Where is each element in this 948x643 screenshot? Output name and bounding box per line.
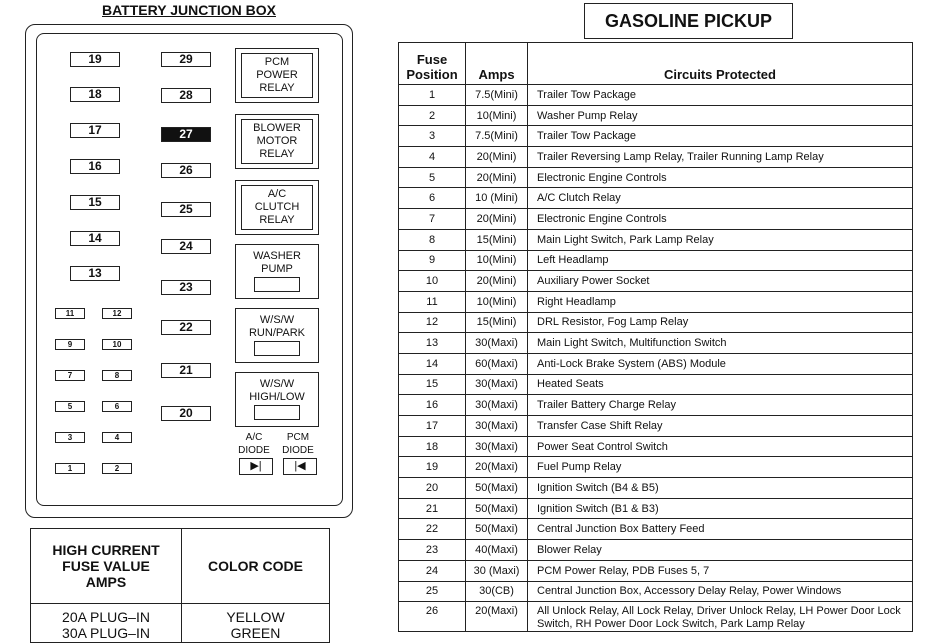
fuse-21: 21 [161, 363, 211, 378]
fuse-amps: 30(Maxi) [466, 416, 528, 437]
circuits-protected: Central Junction Box Battery Feed [528, 519, 913, 540]
fuse-amps: 30(Maxi) [466, 395, 528, 416]
circuits-protected: Power Seat Control Switch [528, 436, 913, 457]
fuse-amps: 10 (Mini) [466, 188, 528, 209]
circuits-protected: Central Junction Box, Accessory Delay Relay, Power Windows [528, 581, 913, 602]
table-row [399, 209, 913, 230]
col-header-color-code: COLOR CODE [182, 529, 330, 604]
fuse-position: 9 [399, 250, 466, 271]
fuse-position: 2 [399, 105, 466, 126]
table-row [399, 519, 913, 540]
fuse-position: 12 [399, 312, 466, 333]
table-row [399, 353, 913, 374]
gasoline-pickup-title: GASOLINE PICKUP [584, 3, 793, 39]
circuits-protected: Washer Pump Relay [528, 105, 913, 126]
circuits-protected: Electronic Engine Controls [528, 209, 913, 230]
fuse-amps: 15(Mini) [466, 229, 528, 250]
relay [235, 180, 319, 235]
table-row [399, 147, 913, 168]
mini-fuse: 10 [102, 339, 132, 350]
circuits-protected: Transfer Case Shift Relay [528, 416, 913, 437]
fuse-position: 24 [399, 560, 466, 581]
fuse-position: 15 [399, 374, 466, 395]
relay-slot [254, 341, 300, 356]
fuse-amps: 40(Maxi) [466, 540, 528, 561]
circuits-protected: Left Headlamp [528, 250, 913, 271]
fuse-20: 20 [161, 406, 211, 421]
circuits-protected: Ignition Switch (B1 & B3) [528, 498, 913, 519]
ac-diode-label: A/C DIODE [238, 432, 270, 456]
fuse-position: 22 [399, 519, 466, 540]
fuse-amps: 15(Mini) [466, 312, 528, 333]
mini-fuse: 12 [102, 308, 132, 319]
fuse-17: 17 [70, 123, 120, 138]
diode-icon: ▶| [239, 458, 273, 475]
circuits-protected: Right Headlamp [528, 291, 913, 312]
fuse-24: 24 [161, 239, 211, 254]
circuits-protected: Electronic Engine Controls [528, 167, 913, 188]
battery-junction-box-title: BATTERY JUNCTION BOX [102, 2, 276, 18]
fuse-15: 15 [70, 195, 120, 210]
table-row [399, 312, 913, 333]
pcm-diode-label: PCM DIODE [282, 432, 314, 456]
circuits-protected: Anti-Lock Brake System (ABS) Module [528, 353, 913, 374]
table-row [399, 498, 913, 519]
mini-fuse: 2 [102, 463, 132, 474]
col-header-fuse-value: HIGH CURRENT FUSE VALUE AMPS [31, 529, 182, 604]
fuse-23: 23 [161, 280, 211, 295]
fuse-amps: 30(Maxi) [466, 333, 528, 354]
fuse-position: 19 [399, 457, 466, 478]
fuse-position: 16 [399, 395, 466, 416]
circuits-protected: Fuel Pump Relay [528, 457, 913, 478]
table-row [399, 560, 913, 581]
circuits-protected: Heated Seats [528, 374, 913, 395]
table-row [399, 126, 913, 147]
fuse-amps: 7.5(Mini) [466, 85, 528, 106]
relay [235, 244, 319, 299]
mini-fuse: 6 [102, 401, 132, 412]
relay-slot [254, 405, 300, 420]
table-row [399, 602, 913, 632]
table-row [399, 457, 913, 478]
circuits-protected: Auxiliary Power Socket [528, 271, 913, 292]
fuse-amps: 50(Maxi) [466, 478, 528, 499]
relay-label: W/S/W RUN/PARK [248, 314, 306, 339]
fuse-value-cell: 20A PLUG–IN 30A PLUG–IN [31, 604, 182, 643]
circuits-protected: A/C Clutch Relay [528, 188, 913, 209]
circuits-protected: Trailer Tow Package [528, 126, 913, 147]
fuse-14: 14 [70, 231, 120, 246]
fuse-amps: 7.5(Mini) [466, 126, 528, 147]
table-row [399, 229, 913, 250]
fuse-position: 10 [399, 271, 466, 292]
relay [235, 372, 319, 427]
table-row [399, 416, 913, 437]
circuits-protected: Trailer Reversing Lamp Relay, Trailer Running Lamp Relay [528, 147, 913, 168]
circuits-protected: Trailer Tow Package [528, 85, 913, 106]
fuse-position: 6 [399, 188, 466, 209]
fuse-amps: 10(Mini) [466, 250, 528, 271]
fuse-position: 18 [399, 436, 466, 457]
fuse-position: 13 [399, 333, 466, 354]
circuits-protected: DRL Resistor, Fog Lamp Relay [528, 312, 913, 333]
diode-icon: |◀ [283, 458, 317, 475]
table-row [399, 271, 913, 292]
mini-fuse: 4 [102, 432, 132, 443]
fuse-position: 1 [399, 85, 466, 106]
mini-fuse: 8 [102, 370, 132, 381]
circuits-protected: Ignition Switch (B4 & B5) [528, 478, 913, 499]
fuse-position: 14 [399, 353, 466, 374]
fuse-position: 7 [399, 209, 466, 230]
circuits-protected: Main Light Switch, Multifunction Switch [528, 333, 913, 354]
fuse-amps: 20(Mini) [466, 209, 528, 230]
fuse-amps: 10(Mini) [466, 105, 528, 126]
col-header-position: Fuse Position [399, 43, 466, 85]
circuits-protected: Trailer Battery Charge Relay [528, 395, 913, 416]
fuse-27: 27 [161, 127, 211, 142]
fuse-amps: 30(Maxi) [466, 374, 528, 395]
circuits-protected: Blower Relay [528, 540, 913, 561]
relay [235, 48, 319, 103]
fuse-19: 19 [70, 52, 120, 67]
fuse-table [398, 42, 913, 632]
table-row [31, 604, 330, 643]
table-row [399, 167, 913, 188]
relay-slot [254, 277, 300, 292]
table-row [399, 105, 913, 126]
table-row [399, 85, 913, 106]
fuse-22: 22 [161, 320, 211, 335]
table-row [399, 395, 913, 416]
table-row [399, 291, 913, 312]
fuse-position: 23 [399, 540, 466, 561]
fuse-amps: 20(Mini) [466, 147, 528, 168]
fuse-25: 25 [161, 202, 211, 217]
relay-label: W/S/W HIGH/LOW [249, 378, 305, 403]
relay [235, 114, 319, 169]
relay-label: A/C CLUTCH RELAY [241, 185, 313, 230]
fuse-position: 8 [399, 229, 466, 250]
circuits-protected: PCM Power Relay, PDB Fuses 5, 7 [528, 560, 913, 581]
fuse-amps: 20(Mini) [466, 271, 528, 292]
col-header-amps: Amps [466, 43, 528, 85]
mini-fuse: 9 [55, 339, 85, 350]
mini-fuse: 5 [55, 401, 85, 412]
col-header-circuits: Circuits Protected [528, 43, 913, 85]
fuse-28: 28 [161, 88, 211, 103]
circuits-protected: All Unlock Relay, All Lock Relay, Driver Unlock Relay, LH Power Door Lock Switch, RH Power Door Lock Switch, Park Lamp Relay [528, 602, 913, 632]
fuse-13: 13 [70, 266, 120, 281]
fuse-18: 18 [70, 87, 120, 102]
table-row [399, 436, 913, 457]
fuse-amps: 20(Maxi) [466, 602, 528, 632]
fuse-amps: 60(Maxi) [466, 353, 528, 374]
fuse-amps: 20(Maxi) [466, 457, 528, 478]
fuse-16: 16 [70, 159, 120, 174]
color-code-table [30, 528, 330, 643]
table-row [399, 333, 913, 354]
fuse-position: 20 [399, 478, 466, 499]
fuse-position: 11 [399, 291, 466, 312]
color-code-cell: YELLOW GREEN [182, 604, 330, 643]
fuse-amps: 10(Mini) [466, 291, 528, 312]
fuse-29: 29 [161, 52, 211, 67]
relay [235, 308, 319, 363]
mini-fuse: 11 [55, 308, 85, 319]
fuse-position: 25 [399, 581, 466, 602]
fuse-position: 26 [399, 602, 466, 632]
relay-label: BLOWER MOTOR RELAY [241, 119, 313, 164]
table-row [399, 374, 913, 395]
fuse-26: 26 [161, 163, 211, 178]
table-row [399, 581, 913, 602]
mini-fuse: 3 [55, 432, 85, 443]
mini-fuse: 7 [55, 370, 85, 381]
circuits-protected: Main Light Switch, Park Lamp Relay [528, 229, 913, 250]
relay-label: PCM POWER RELAY [241, 53, 313, 98]
fuse-amps: 50(Maxi) [466, 498, 528, 519]
fuse-position: 17 [399, 416, 466, 437]
fuse-amps: 30(CB) [466, 581, 528, 602]
fuse-amps: 50(Maxi) [466, 519, 528, 540]
fuse-amps: 30(Maxi) [466, 436, 528, 457]
fuse-amps: 30 (Maxi) [466, 560, 528, 581]
fuse-position: 4 [399, 147, 466, 168]
table-row [399, 250, 913, 271]
fuse-position: 21 [399, 498, 466, 519]
table-row [399, 540, 913, 561]
relay-label: WASHER PUMP [253, 250, 301, 275]
fuse-position: 5 [399, 167, 466, 188]
fuse-amps: 20(Mini) [466, 167, 528, 188]
mini-fuse: 1 [55, 463, 85, 474]
fuse-position: 3 [399, 126, 466, 147]
table-row [399, 188, 913, 209]
table-row [399, 478, 913, 499]
